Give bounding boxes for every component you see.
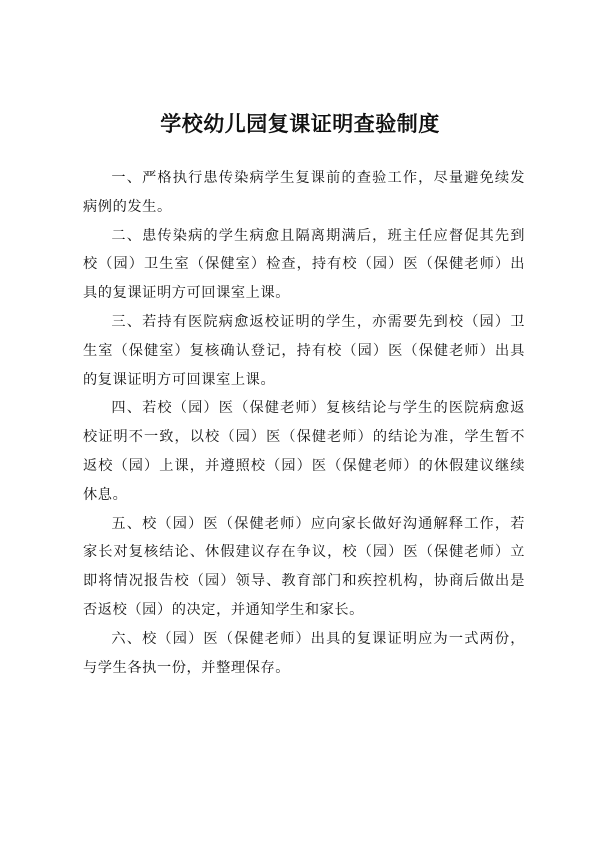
document-body [83, 164, 525, 682]
clause-4: 四、若校（园）医（保健老师）复核结论与学生的医院病愈返校证明不一致，以校（园）医（保健老师）的结论为准，学生暂不返校（园）上课，并遵照校（园）医（保健老师）的休假建议继续休息。 [83, 400, 525, 503]
clause-2: 二、患传染病的学生病愈且隔离期满后，班主任应督促其先到校（园）卫生室（保健室）检查，持有校（园）医（保健老师）出具的复课证明方可回课室上课。 [83, 227, 525, 302]
clause-6: 六、校（园）医（保健老师）出具的复课证明应为一式两份，与学生各执一份，并整理保存。 [83, 630, 525, 676]
document-title: 学校幼儿园复课证明查验制度 [160, 111, 440, 136]
clause-1: 一、严格执行患传染病学生复课前的查验工作，尽量避免续发病例的发生。 [83, 170, 525, 215]
clause-5: 五、校（园）医（保健老师）应向家长做好沟通解释工作，若家长对复核结论、休假建议存在争议，校（园）医（保健老师）立即将情况报告校（园）领导、教育部门和疾控机构，协商后做出是否返校（园）的决定，并通知学生和家长。 [83, 515, 525, 618]
clause-3: 三、若持有医院病愈返校证明的学生，亦需要先到校（园）卫生室（保健室）复核确认登记，持有校（园）医（保健老师）出具的复课证明方可回课室上课。 [83, 313, 525, 388]
